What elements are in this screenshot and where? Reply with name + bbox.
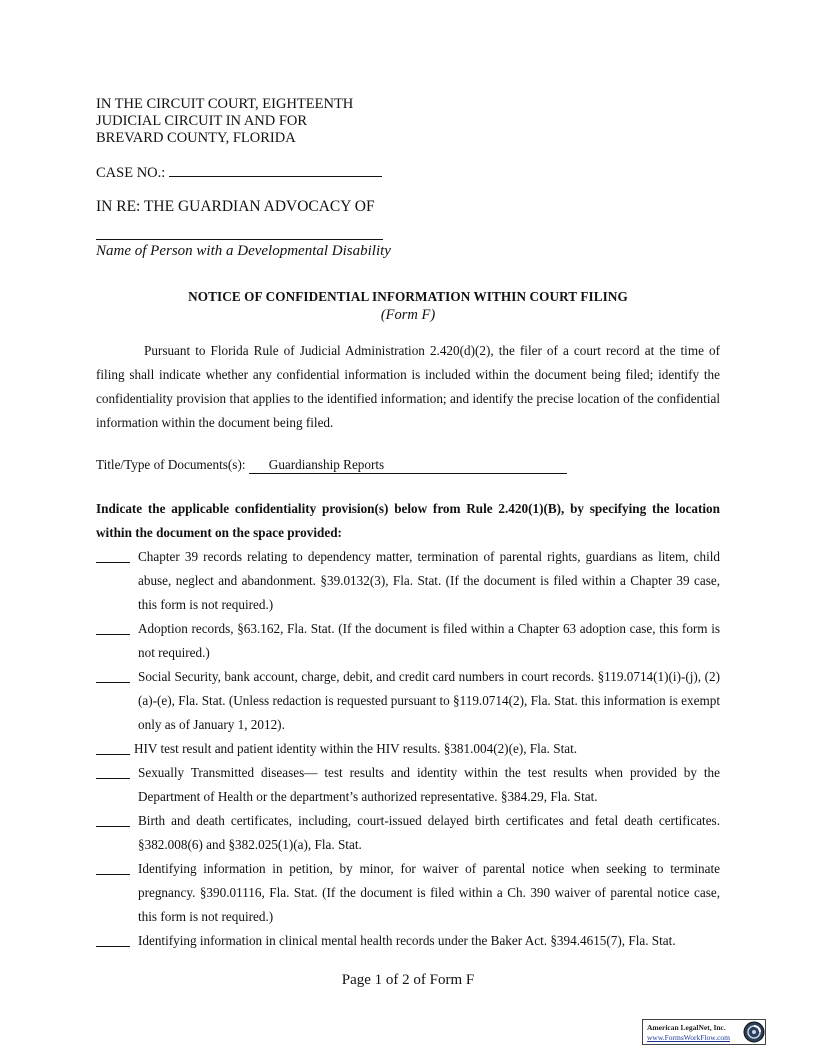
provision-item (96, 545, 720, 617)
court-line-1: IN THE CIRCUIT COURT, EIGHTEENTH (96, 96, 354, 112)
publisher-link[interactable]: www.FormsWorkFlow.com (647, 1033, 731, 1042)
person-name-caption: Name of Person with a Developmental Disability (96, 243, 391, 259)
document-title-field[interactable]: Guardianship Reports (249, 457, 567, 474)
provision-blank[interactable] (96, 762, 130, 779)
provision-text: Sexually Transmitted diseases— test results and identity within the test results when provided by the Department of Health or the department’s authorized representative. §384.29, Fla. Stat. (138, 765, 720, 804)
intro-paragraph: Pursuant to Florida Rule of Judicial Administration 2.420(d)(2), the filer of a court record at the time of filing shall indicate whether any confidential information is included within the document being filed; identify the confidentiality provision that applies to the identified information; and identify the precise location of the confidential information within the document being filed. (96, 343, 720, 430)
provision-list (96, 545, 720, 953)
globe-icon (743, 1021, 765, 1043)
page-number: Page 1 of 2 of Form F (341, 972, 475, 988)
notice-title: NOTICE OF CONFIDENTIAL INFORMATION WITHIN COURT FILING (188, 289, 628, 304)
court-line-2: JUDICIAL CIRCUIT IN AND FOR (96, 113, 308, 129)
provision-blank[interactable] (96, 546, 130, 563)
provision-blank[interactable] (96, 618, 130, 635)
provision-text: Chapter 39 records relating to dependency matter, termination of parental rights, guardians as litem, child abuse, neglect and abandonment. §39.0132(3), Fla. Stat. (If the document is filed within a Chapter 39 case, this form is not required.) (138, 549, 720, 612)
person-name-field[interactable] (96, 239, 383, 240)
publisher-name: American LegalNet, Inc. (647, 1023, 726, 1032)
provision-text: Identifying information in petition, by minor, for waiver of parental notice when seeking to terminate pregnancy. §390.01116, Fla. Stat. (If the document is filed within a Ch. 390 waiver of parental notice case, this form is not required.) (138, 861, 720, 924)
in-re-heading: IN RE: THE GUARDIAN ADVOCACY OF (96, 198, 375, 215)
case-number-row (96, 164, 382, 182)
provision-item (96, 857, 720, 929)
provision-text: Social Security, bank account, charge, debit, and credit card numbers in court records. §119.0714(1)(i)-(j), (2)(a)-(e), Fla. Stat. (Unless redaction is requested pursuant to §119.0714(2), Fla. Stat. this information is exempt only as of January 1, 2012). (138, 669, 720, 732)
form-label: (Form F) (380, 307, 436, 323)
provision-item (96, 929, 720, 953)
provision-text: Birth and death certificates, including, court-issued delayed birth certificates and fetal death certificates. §382.008(6) and §382.025(1)(a), Fla. Stat. (138, 813, 720, 852)
instructions: Indicate the applicable confidentiality provision(s) below from Rule 2.420(1)(B), by specifying the location within the document on the space provided: (96, 501, 720, 540)
provision-item (96, 737, 720, 761)
provision-item (96, 809, 720, 857)
provision-text: Identifying information in clinical mental health records under the Baker Act. §394.4615(7), Fla. Stat. (138, 933, 676, 948)
court-line-3: BREVARD COUNTY, FLORIDA (96, 130, 296, 146)
provision-item (96, 665, 720, 737)
provision-blank[interactable] (96, 930, 130, 947)
provision-blank[interactable] (96, 666, 130, 683)
document-title-label: Title/Type of Documents(s): (96, 457, 246, 472)
provision-blank[interactable] (96, 738, 130, 755)
provision-item (96, 761, 720, 809)
publisher-logo[interactable] (642, 1019, 766, 1045)
provision-text: HIV test result and patient identity within the HIV results. §381.004(2)(e), Fla. Stat. (134, 741, 578, 756)
document-title-row (96, 457, 567, 474)
provision-text: Adoption records, §63.162, Fla. Stat. (If the document is filed within a Chapter 63 adoption case, this form is not required.) (138, 621, 720, 660)
provision-item (96, 617, 720, 665)
provision-blank[interactable] (96, 858, 130, 875)
case-number-label: CASE NO.: (96, 165, 166, 181)
case-number-field[interactable] (169, 164, 382, 177)
provision-blank[interactable] (96, 810, 130, 827)
